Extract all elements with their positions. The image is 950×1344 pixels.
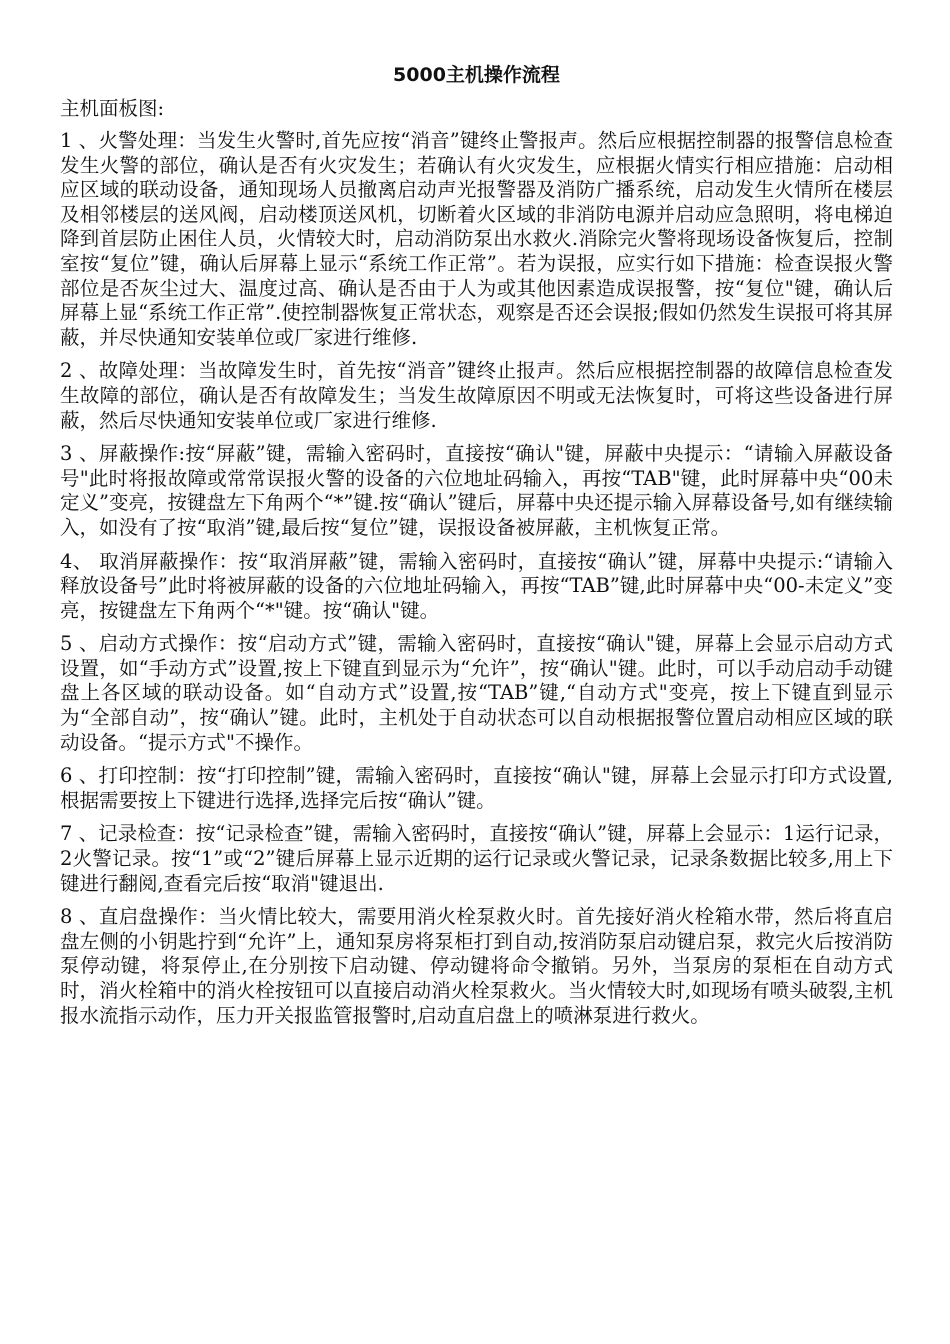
document-page (60, 62, 893, 1037)
document-subtitle: 主机面板图: (60, 97, 165, 120)
paragraph-print-control: 6 、打印控制：按“打印控制”键，需输入密码时，直接按“确认"键，屏幕上会显示打印方式设置,根据需要按上下键进行选择,选择完后按“确认”键。 (60, 764, 893, 812)
paragraph-fire-alarm: 1 、火警处理：当发生火警时,首先应按“消音”键终止警报声。然后应根据控制器的报警信息检查发生火警的部位，确认是否有火灾发生；若确认有火灾发生，应根据火情实行相应措施：启动相应区域的联动设备，通知现场人员撤离启动声光报警器及消防广播系统，启动发生火情所在楼层及相邻楼层的送风阀，启动楼顶送风机，切断着火区域的非消防电源并启动应急照明，将电梯迫降到首层防止困住人员，火情较大时，启动消防泵出水救火.消除完火警将现场设备恢复后，控制室按“复位”键，确认后屏幕上显示“系统工作正常”。若为误报，应实行如下措施：检查误报火警部位是否灰尘过大、温度过高、确认是否由于人为或其他因素造成误报警，按“复位"键，确认后屏幕上显“系统工作正常”.使控制器恢复正常状态，观察是否还会误报;假如仍然发生误报可将其屏蔽，并尽快通知安装单位或厂家进行维修. (60, 129, 893, 349)
paragraph-start-mode: 5 、启动方式操作：按“启动方式”键，需输入密码时，直接按“确认"键，屏幕上会显示启动方式设置，如“手动方式”设置,按上下键直到显示为“允许”，按“确认"键。此时，可以手动启动手动键盘上各区域的联动设备。如“自动方式”设置,按“TAB”键,“自动方式"变亮，按上下键直到显示为“全部自动”，按“确认”键。此时，主机处于自动状态可以自动根据报警位置启动相应区域的联动设备。“提示方式"不操作。 (60, 632, 893, 754)
paragraph-record-check: 7 、记录检查：按“记录检查”键，需输入密码时，直接按“确认”键，屏幕上会显示：1运行记录，2火警记录。按“1”或“2”键后屏幕上显示近期的运行记录或火警记录，记录条数据比较多,用上下键进行翻阅,查看完后按“取消"键退出. (60, 822, 893, 895)
document-title: 5000主机操作流程 (393, 64, 560, 86)
paragraph-shield-operation: 3 、屏蔽操作:按“屏蔽”键，需输入密码时，直接按“确认"键，屏蔽中央提示：“请输入屏蔽设备号"此时将报故障或常常误报火警的设备的六位地址码输入，再按“TAB"键，此时屏幕中央“00未定义”变亮，按键盘左下角两个“*”键.按“确认”键后，屏幕中央还提示输入屏幕设备号,如有继续输入，如没有了按“取消”键,最后按“复位”键，误报设备被屏蔽，主机恢复正常。 (60, 442, 893, 539)
paragraph-cancel-shield: 4、 取消屏蔽操作：按“取消屏蔽”键，需输入密码时，直接按“确认”键，屏幕中央提示:“请输入释放设备号”此时将被屏蔽的设备的六位地址码输入，再按“TAB”键,此时屏幕中央“00-未定义”变亮，按键盘左下角两个“*"键。按“确认"键。 (60, 549, 893, 622)
paragraph-direct-start-panel: 8 、直启盘操作：当火情比较大，需要用消火栓泵救火时。首先接好消火栓箱水带，然后将直启盘左侧的小钥匙拧到“允许”上，通知泵房将泵柜打到自动,按消防泵启动键启泵，救完火后按消防泵停动键，将泵停止,在分别按下启动键、停动键将命令撤销。另外，当泵房的泵柜在自动方式时，消火栓箱中的消火栓按钮可以直接启动消火栓泵救火。当火情较大时,如现场有喷头破裂,主机报水流指示动作，压力开关报监管报警时,启动直启盘上的喷淋泵进行救火。 (60, 905, 893, 1027)
paragraph-fault-handling: 2 、故障处理：当故障发生时，首先按“消音”键终止报声。然后应根据控制器的故障信息检查发生故障的部位，确认是否有故障发生；当发生故障原因不明或无法恢复时，可将这些设备进行屏蔽，然后尽快通知安装单位或厂家进行维修. (60, 359, 893, 432)
